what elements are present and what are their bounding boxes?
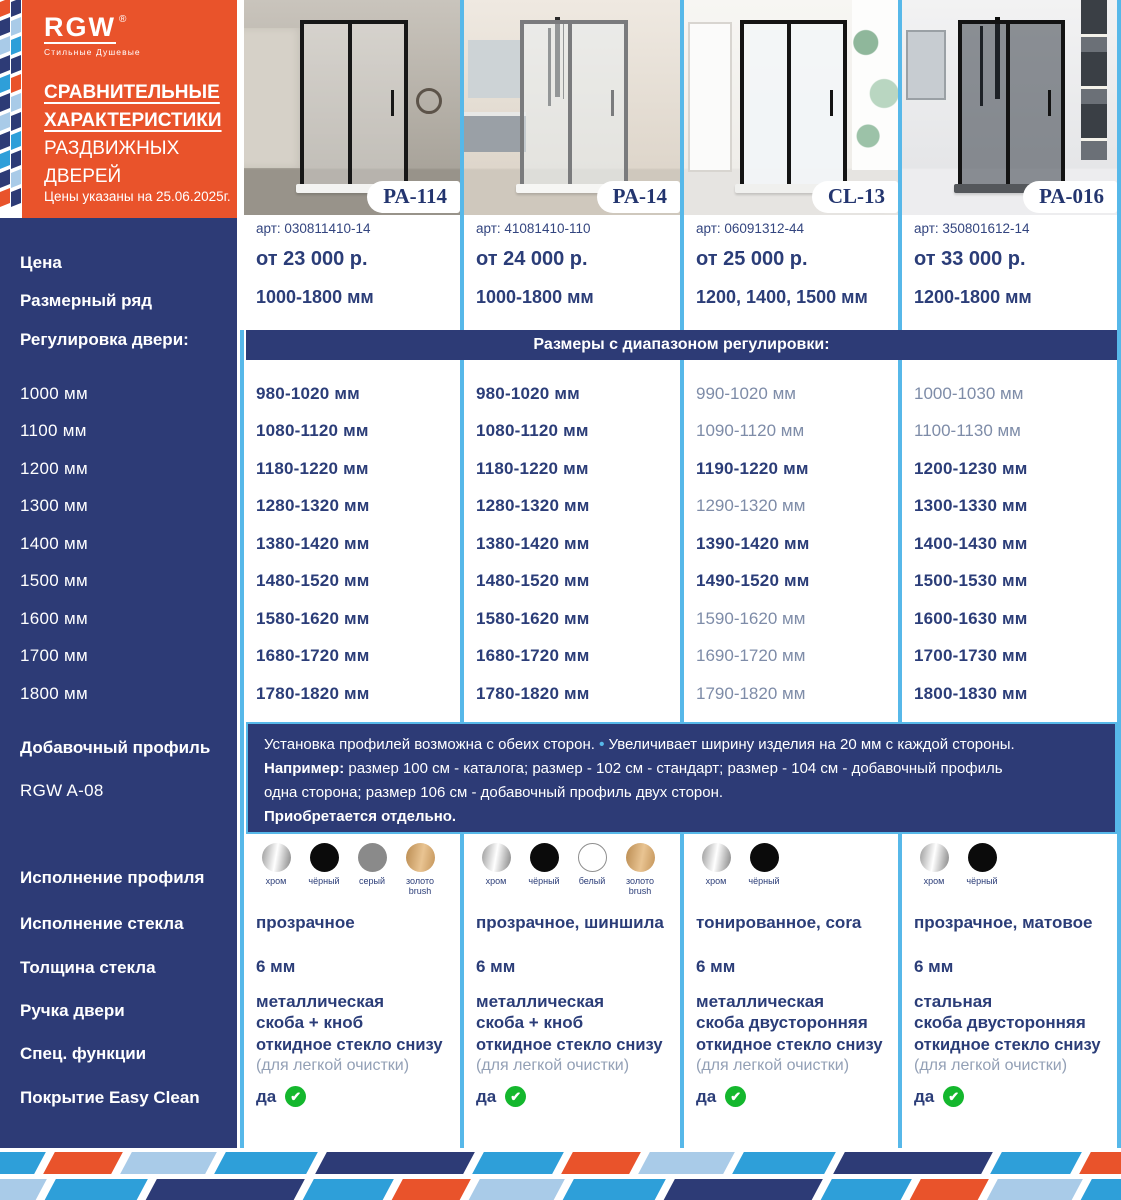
special-function-value: откидное стекло снизу (256, 1036, 443, 1054)
stripe-block (0, 169, 10, 188)
color-swatch-gold (620, 843, 660, 896)
glass-thickness-value: 6 мм (476, 957, 516, 976)
stripe-block (11, 169, 21, 188)
info-line-2-bold: Например: (264, 760, 345, 777)
label-size-1200: 1200 мм (20, 459, 89, 478)
product-photo-pa-114 (244, 0, 460, 215)
glass-thickness-value: 6 мм (256, 957, 296, 976)
stripe-block (11, 188, 21, 207)
stripe-block (11, 55, 21, 74)
stripe-block (11, 131, 21, 150)
easy-clean-text: да (914, 1086, 935, 1106)
profile-color-options (696, 843, 784, 886)
special-function-value: откидное стекло снизу (696, 1036, 883, 1054)
stripe-block (11, 17, 21, 36)
model-badge: CL-13 (812, 181, 898, 213)
stripe-block (315, 1152, 475, 1174)
stripe-block (11, 36, 21, 55)
product-column-pa-016 (902, 0, 1117, 1148)
adjust-range-cell: 1280-1320 мм (476, 496, 590, 515)
swatch-label: золото brush (625, 876, 655, 896)
glass-finish-value: прозрачное (256, 913, 355, 932)
stripe-block (0, 93, 10, 112)
stripe-block (663, 1179, 823, 1200)
chrome-color-icon (920, 843, 949, 872)
swatch-label: хром (485, 876, 507, 886)
model-badge: PA-114 (367, 181, 460, 213)
photo-decor (906, 30, 946, 100)
black-color-icon (310, 843, 339, 872)
product-photo-cl-13 (684, 0, 898, 215)
easy-clean-value (696, 1086, 746, 1107)
adjust-range-cell: 1300-1330 мм (914, 496, 1028, 515)
decorative-bottom-stripes (0, 1150, 1121, 1200)
title-line-2: ХАРАКТЕРИСТИКИ (44, 110, 222, 131)
adjust-range-cell: 1180-1220 мм (256, 459, 369, 478)
adjust-range-cell: 980-1020 мм (256, 384, 360, 403)
adjust-range-cell: 1580-1620 мм (476, 609, 590, 628)
stripe-block (120, 1152, 217, 1174)
stripe-block (0, 1179, 47, 1200)
price-value: от 33 000 р. (914, 248, 1026, 270)
adjust-range-cell: 1480-1520 мм (476, 571, 590, 590)
decorative-left-stripes (0, 0, 23, 218)
stripe-block (44, 1179, 148, 1200)
title-line-3: РАЗДВИЖНЫХ (44, 138, 180, 159)
color-swatch-black (962, 843, 1002, 886)
profile-color-options (476, 843, 660, 896)
door-handle (1048, 90, 1051, 116)
black-color-icon (530, 843, 559, 872)
door-handle-value (476, 991, 604, 1033)
stripe-block (0, 131, 10, 150)
stripe-block (11, 0, 21, 17)
stripe-block (732, 1152, 836, 1174)
special-function-note: (для легкой очистки) (914, 1057, 1068, 1074)
stripe-block (0, 188, 10, 207)
adjust-range-cell: 1290-1320 мм (696, 496, 806, 515)
price-value: от 24 000 р. (476, 248, 588, 270)
label-size-1600: 1600 мм (20, 609, 89, 628)
bullet-icon: • (599, 736, 605, 753)
easy-clean-value (476, 1086, 526, 1107)
photo-decor (416, 88, 442, 114)
info-line-1-text2: Увеличивает ширину изделия на 20 мм с каждой стороны. (608, 736, 1015, 753)
easy-clean-text: да (696, 1086, 717, 1106)
product-photo-pa-016 (902, 0, 1117, 215)
label-size-range: Размерный ряд (20, 291, 153, 310)
check-icon: ✔ (943, 1086, 964, 1107)
stripe-block (820, 1179, 912, 1200)
label-size-1000: 1000 мм (20, 384, 89, 403)
profile-color-options (914, 843, 1002, 886)
product-column-pa-114 (244, 0, 460, 1148)
stripe-block (833, 1152, 993, 1174)
photo-decor (1081, 0, 1107, 160)
adjust-range-cell: 990-1020 мм (696, 384, 796, 403)
door-handle (611, 90, 614, 116)
swatch-label: хром (705, 876, 727, 886)
stripe-block (0, 55, 10, 74)
stripe-block (302, 1179, 394, 1200)
special-function-value: откидное стекло снизу (476, 1036, 663, 1054)
swatch-label: белый (578, 876, 606, 886)
product-column-pa-14 (464, 0, 680, 1148)
black-color-icon (968, 843, 997, 872)
stripe-block (11, 150, 21, 169)
label-adjustment: Регулировка двери: (20, 330, 189, 349)
adjust-range-cell: 1390-1420 мм (696, 534, 810, 553)
glass-finish-value: прозрачное, шиншила (476, 913, 664, 932)
color-swatch-black (744, 843, 784, 886)
adjust-range-cell: 1190-1220 мм (696, 459, 809, 478)
label-easy-clean: Покрытие Easy Clean (20, 1088, 200, 1107)
stripe-block (0, 150, 10, 169)
shower-door (958, 20, 1066, 188)
label-price: Цена (20, 253, 62, 272)
price-value: от 25 000 р. (696, 248, 808, 270)
info-line-1 (264, 733, 1099, 757)
white-color-icon (578, 843, 607, 872)
door-handle-line1: металлическая (256, 992, 385, 1011)
special-function-value: откидное стекло снизу (914, 1036, 1101, 1054)
adjust-range-cell: 1780-1820 мм (256, 684, 370, 703)
door-handle-line2: скоба + кноб (256, 1013, 364, 1032)
title-line-1: СРАВНИТЕЛЬНЫЕ (44, 82, 220, 103)
stripe-block (468, 1179, 565, 1200)
logo-text: RGW (44, 12, 116, 42)
label-size-1500: 1500 мм (20, 571, 89, 590)
info-line-2 (264, 757, 1099, 781)
header (22, 0, 237, 218)
stripe-block (11, 112, 21, 131)
special-function-note: (для легкой очистки) (696, 1057, 850, 1074)
swatch-label: чёрный (748, 876, 780, 886)
door-handle-line2: скоба + кноб (476, 1013, 584, 1032)
glass-finish-value: тонированное, cora (696, 913, 862, 932)
adjust-range-cell: 1380-1420 мм (476, 534, 590, 553)
adjust-range-cell: 1080-1120 мм (256, 421, 369, 440)
label-door-handle: Ручка двери (20, 1001, 125, 1020)
adjust-range-cell: 1080-1120 мм (476, 421, 589, 440)
door-handle-value (256, 991, 384, 1033)
stripe-block (909, 1179, 989, 1200)
stripe-block (990, 1152, 1082, 1174)
stripe-block (561, 1152, 641, 1174)
color-swatch-chrome (256, 843, 296, 896)
adjust-range-cell: 980-1020 мм (476, 384, 580, 403)
logo-subtitle: Стильные Душевые (44, 47, 141, 57)
article-number: арт: 06091312-44 (696, 221, 804, 236)
adjust-range-cell: 1490-1520 мм (696, 571, 810, 590)
adjust-range-cell: 1090-1120 мм (696, 421, 805, 440)
adjust-range-cell: 1200-1230 мм (914, 459, 1028, 478)
info-line-2-text: размер 100 см - каталога; размер - 102 см - стандарт; размер - 104 см - добавочный профиль (348, 760, 1003, 777)
stripe-block (0, 0, 10, 17)
color-swatch-white (572, 843, 612, 896)
door-handle (830, 90, 833, 116)
swatch-label: золото brush (405, 876, 435, 896)
door-handle-line2: скоба двусторонняя (914, 1013, 1086, 1032)
adjust-range-cell: 1680-1720 мм (256, 646, 370, 665)
door-divider (568, 24, 572, 184)
door-divider (348, 24, 352, 184)
chrome-color-icon (702, 843, 731, 872)
label-size-1100: 1100 мм (20, 421, 87, 440)
registered-icon: ® (118, 14, 127, 25)
stripe-block (638, 1152, 735, 1174)
model-badge: PA-016 (1023, 181, 1117, 213)
photo-decor (468, 40, 520, 98)
special-function-note: (для легкой очистки) (256, 1057, 410, 1074)
size-range-value: 1200, 1400, 1500 мм (696, 287, 868, 307)
adjust-range-cell: 1680-1720 мм (476, 646, 590, 665)
door-handle-value (914, 991, 1086, 1033)
info-line-4: Приобретается отдельно. (264, 808, 457, 825)
color-swatch-chrome (696, 843, 736, 886)
swatch-label: хром (923, 876, 945, 886)
stripe-block (43, 1152, 123, 1174)
label-special-functions: Спец. функции (20, 1044, 147, 1063)
stripe-block (1079, 1152, 1121, 1174)
stripe-block (214, 1152, 318, 1174)
adjust-range-cell: 1500-1530 мм (914, 571, 1028, 590)
shower-door (740, 20, 847, 188)
color-swatch-gold (400, 843, 440, 896)
special-function-note: (для легкой очистки) (476, 1057, 630, 1074)
stripe-block (986, 1179, 1083, 1200)
info-line-3: одна сторона; размер 106 см - добавочный профиль двух сторон. (264, 784, 724, 801)
stripe-block (1080, 1179, 1121, 1200)
easy-clean-value (256, 1086, 306, 1107)
rgw-logo (44, 14, 225, 44)
adjust-range-cell: 1780-1820 мм (476, 684, 590, 703)
adjust-range-cell: 1180-1220 мм (476, 459, 589, 478)
row-labels-sidebar (0, 218, 237, 1148)
label-glass-thickness: Толщина стекла (20, 958, 156, 977)
shower-door (520, 20, 628, 188)
door-handle (391, 90, 394, 116)
article-number: арт: 030811410-14 (256, 221, 371, 236)
price-value: от 23 000 р. (256, 248, 368, 270)
stripe-block (0, 74, 10, 93)
door-divider (787, 24, 791, 184)
glass-thickness-value: 6 мм (914, 957, 954, 976)
swatch-label: чёрный (966, 876, 998, 886)
color-swatch-black (304, 843, 344, 896)
price-date-note: Цены указаны на 25.06.2025г. (44, 189, 231, 204)
model-badge: PA-14 (597, 181, 680, 213)
adjust-range-cell: 1280-1320 мм (256, 496, 370, 515)
photo-decor (852, 0, 898, 170)
title-line-4: ДВЕРЕЙ (44, 166, 122, 187)
door-handle-line1: стальная (914, 992, 993, 1011)
stripe-block (145, 1179, 305, 1200)
adjust-range-cell: 1800-1830 мм (914, 684, 1028, 703)
check-icon: ✔ (725, 1086, 746, 1107)
stripe-block (0, 112, 10, 131)
door-divider (1006, 24, 1010, 184)
size-range-value: 1200-1800 мм (914, 287, 1032, 307)
label-extra-profile-model: RGW A-08 (20, 781, 104, 800)
easy-clean-text: да (476, 1086, 497, 1106)
product-column-cl-13 (684, 0, 898, 1148)
check-icon: ✔ (285, 1086, 306, 1107)
gray-color-icon (358, 843, 387, 872)
swatch-label: хром (265, 876, 287, 886)
adjust-range-cell: 1380-1420 мм (256, 534, 370, 553)
color-swatch-chrome (914, 843, 954, 886)
door-handle-value (696, 991, 868, 1033)
swatch-label: чёрный (528, 876, 560, 886)
extra-profile-info-box (246, 722, 1117, 834)
adjustment-range-header: Размеры с диапазоном регулировки: (246, 330, 1117, 360)
size-range-value: 1000-1800 мм (476, 287, 594, 307)
adjust-range-cell: 1480-1520 мм (256, 571, 370, 590)
label-extra-profile: Добавочный профиль (20, 738, 211, 757)
adjust-range-cell: 1000-1030 мм (914, 384, 1024, 403)
color-swatch-black (524, 843, 564, 896)
stripe-block (562, 1179, 666, 1200)
page-title (44, 79, 225, 191)
stripe-block (11, 93, 21, 112)
photo-decor (244, 28, 304, 168)
label-size-1800: 1800 мм (20, 684, 89, 703)
article-number: арт: 350801612-14 (914, 221, 1030, 236)
chrome-color-icon (482, 843, 511, 872)
color-swatch-gray (352, 843, 392, 896)
adjust-range-cell: 1700-1730 мм (914, 646, 1028, 665)
photo-decor (688, 22, 732, 172)
size-range-value: 1000-1800 мм (256, 287, 374, 307)
gold-color-icon (626, 843, 655, 872)
adjust-range-cell: 1600-1630 мм (914, 609, 1028, 628)
label-profile-finish: Исполнение профиля (20, 868, 205, 887)
adjust-range-cell: 1580-1620 мм (256, 609, 370, 628)
product-photo-pa-14 (464, 0, 680, 215)
label-size-1400: 1400 мм (20, 534, 89, 553)
adjust-range-cell: 1100-1130 мм (914, 421, 1021, 440)
info-line-1-text: Установка профилей возможна с обеих сторон. (264, 736, 595, 753)
label-glass-finish: Исполнение стекла (20, 914, 184, 933)
stripe-block (11, 74, 21, 93)
profile-color-options (256, 843, 440, 896)
easy-clean-value (914, 1086, 964, 1107)
photo-decor (464, 112, 526, 152)
glass-finish-value: прозрачное, матовое (914, 913, 1093, 932)
adjust-range-cell: 1690-1720 мм (696, 646, 806, 665)
shower-door (300, 20, 408, 188)
chrome-color-icon (262, 843, 291, 872)
check-icon: ✔ (505, 1086, 526, 1107)
door-handle-line1: металлическая (476, 992, 605, 1011)
black-color-icon (750, 843, 779, 872)
door-handle-line2: скоба двусторонняя (696, 1013, 868, 1032)
color-swatch-chrome (476, 843, 516, 896)
glass-thickness-value: 6 мм (696, 957, 736, 976)
easy-clean-text: да (256, 1086, 277, 1106)
article-number: арт: 41081410-110 (476, 221, 591, 236)
label-size-1700: 1700 мм (20, 646, 89, 665)
stripe-block (0, 1152, 46, 1174)
swatch-label: чёрный (308, 876, 340, 886)
stripe-block (472, 1152, 564, 1174)
label-size-1300: 1300 мм (20, 496, 89, 515)
stripe-block (391, 1179, 471, 1200)
stripe-block (0, 36, 10, 55)
column-divider (1117, 0, 1121, 1148)
adjust-range-cell: 1400-1430 мм (914, 534, 1028, 553)
gold-color-icon (406, 843, 435, 872)
door-handle-line1: металлическая (696, 992, 825, 1011)
stripe-block (0, 17, 10, 36)
adjust-range-cell: 1790-1820 мм (696, 684, 806, 703)
adjust-range-cell: 1590-1620 мм (696, 609, 806, 628)
swatch-label: серый (358, 876, 385, 886)
